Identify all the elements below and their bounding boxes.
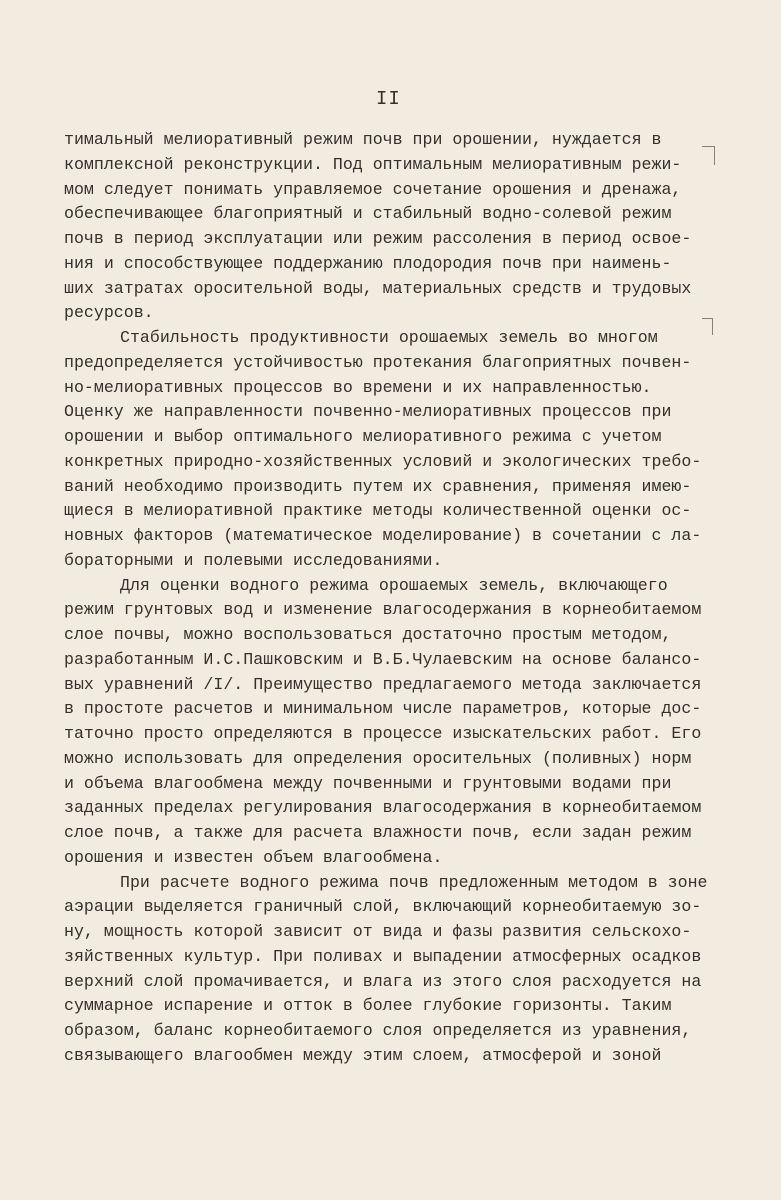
text-line: При расчете водного режима почв предложенным методом в зоне	[120, 872, 708, 892]
text-line: слое почвы, можно воспользоваться достаточно простым методом,	[64, 625, 672, 644]
text-line: вых уравнений /I/. Преимущество предлагаемого метода заключается	[64, 674, 702, 694]
text-line: ну, мощность которой зависит от вида и фазы развития сельскохо-	[64, 922, 692, 941]
text-line: можно использовать для определения оросительных (поливных) норм	[64, 748, 692, 768]
paragraph	[64, 871, 724, 1069]
text-line: заданных пределах регулирования влагосодержания в корнеобитаемом	[64, 798, 702, 818]
text-line: новных факторов (математическое моделирование) в сочетании с ла-	[64, 526, 702, 545]
text-line: тимальный мелиоративный режим почв при орошении, нуждается в	[64, 130, 662, 149]
text-line: ния и способствующее поддержанию плодородия почв при наимень-	[64, 253, 672, 273]
text-line: аэрации выделяется граничный слой, включающий корнеобитаемую зо-	[64, 897, 702, 917]
text-line: орошении и выбор оптимального мелиоративного режима с учетом	[64, 427, 662, 446]
text-line: Оценку же направленности почвенно-мелиоративных процессов при	[64, 402, 672, 422]
text-line: почв в период эксплуатации или режим рассоления в период освое-	[64, 229, 692, 248]
text-line: мом следует понимать управляемое сочетание орошения и дренажа,	[64, 179, 682, 199]
text-line: зяйственных культур. При поливах и выпадении атмосферных осадков	[64, 946, 702, 966]
text-line: бораторными и полевыми исследованиями.	[64, 550, 443, 570]
text-line: обеспечивающее благоприятный и стабильный водно-солевой режим	[64, 204, 672, 224]
text-line: слое почв, а также для расчета влажности почв, если задан режим	[64, 823, 692, 842]
text-line: но-мелиоративных процессов во времени и их направленностью.	[64, 377, 652, 397]
text-line: предопределяется устойчивостью протекания благоприятных почвен-	[64, 352, 692, 372]
text-line: ваний необходимо производить путем их сравнения, применяя имею-	[64, 476, 692, 496]
text-line: щиеся в мелиоративной практике методы количественной оценки ос-	[64, 501, 692, 521]
text-line: образом, баланс корнеобитаемого слоя определяется из уравнения,	[64, 1021, 692, 1040]
text-line: ших затратах оросительной воды, материальных средств и трудовых	[64, 278, 692, 298]
paragraph	[64, 326, 724, 574]
paragraph	[64, 128, 724, 326]
page-number: II	[376, 88, 401, 110]
text-line: режим грунтовых вод и изменение влагосодержания в корнеобитаемом	[64, 600, 702, 620]
text-line: орошения и известен объем влагообмена.	[64, 847, 443, 867]
text-line: таточно просто определяются в процессе изыскательских работ. Его	[64, 724, 702, 743]
text-line: разработанным И.С.Пашковским и В.Б.Чулаевским на основе балансо-	[64, 649, 702, 669]
text-line: в простоте расчетов и минимальном числе параметров, которые дос-	[64, 699, 702, 719]
text-line: верхний слой промачивается, и влага из этого слоя расходуется на	[64, 971, 702, 991]
paragraph	[64, 574, 724, 871]
text-line: Стабильность продуктивности орошаемых земель во многом	[120, 328, 658, 347]
text-line: конкретных природно-хозяйственных условий и экологических требо-	[64, 451, 702, 471]
document-body	[64, 128, 724, 1069]
text-line: и объема влагообмена между почвенными и грунтовыми водами при	[64, 773, 672, 793]
text-line: связывающего влагообмен между этим слоем, атмосферой и зоной	[64, 1045, 662, 1065]
text-line: Для оценки водного режима орошаемых земель, включающего	[120, 575, 668, 595]
text-line: суммарное испарение и отток в более глубокие горизонты. Таким	[64, 996, 672, 1016]
text-line: ресурсов.	[64, 303, 154, 323]
text-line: комплексной реконструкции. Под оптимальным мелиоративным режи-	[64, 154, 682, 174]
